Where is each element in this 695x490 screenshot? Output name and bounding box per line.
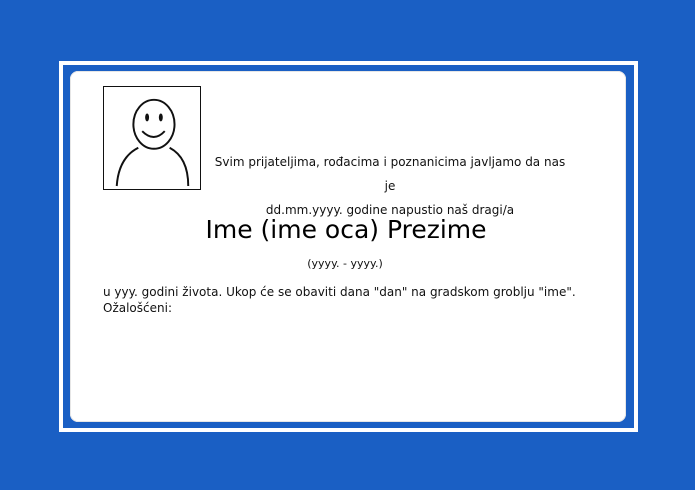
deceased-name: Ime (ime oca) Prezime (205, 215, 487, 244)
smiley-face-person-icon (104, 87, 200, 189)
body-line-2: Ožalošćeni: (103, 301, 172, 315)
intro-text (210, 150, 570, 222)
body-text (103, 284, 623, 316)
portrait-placeholder (103, 86, 201, 190)
intro-line-1: Svim prijateljima, rođacima i poznanicima javljamo da nas je (214, 155, 566, 193)
body-line-1: u yyy. godini života. Ukop će se obaviti dana "dan" na gradskom groblju "ime". (103, 285, 576, 299)
life-years: (yyyy. - yyyy.) (307, 257, 383, 270)
intro-line-2: dd.mm.yyyy. godine napustio naš dragi/a (265, 203, 515, 217)
